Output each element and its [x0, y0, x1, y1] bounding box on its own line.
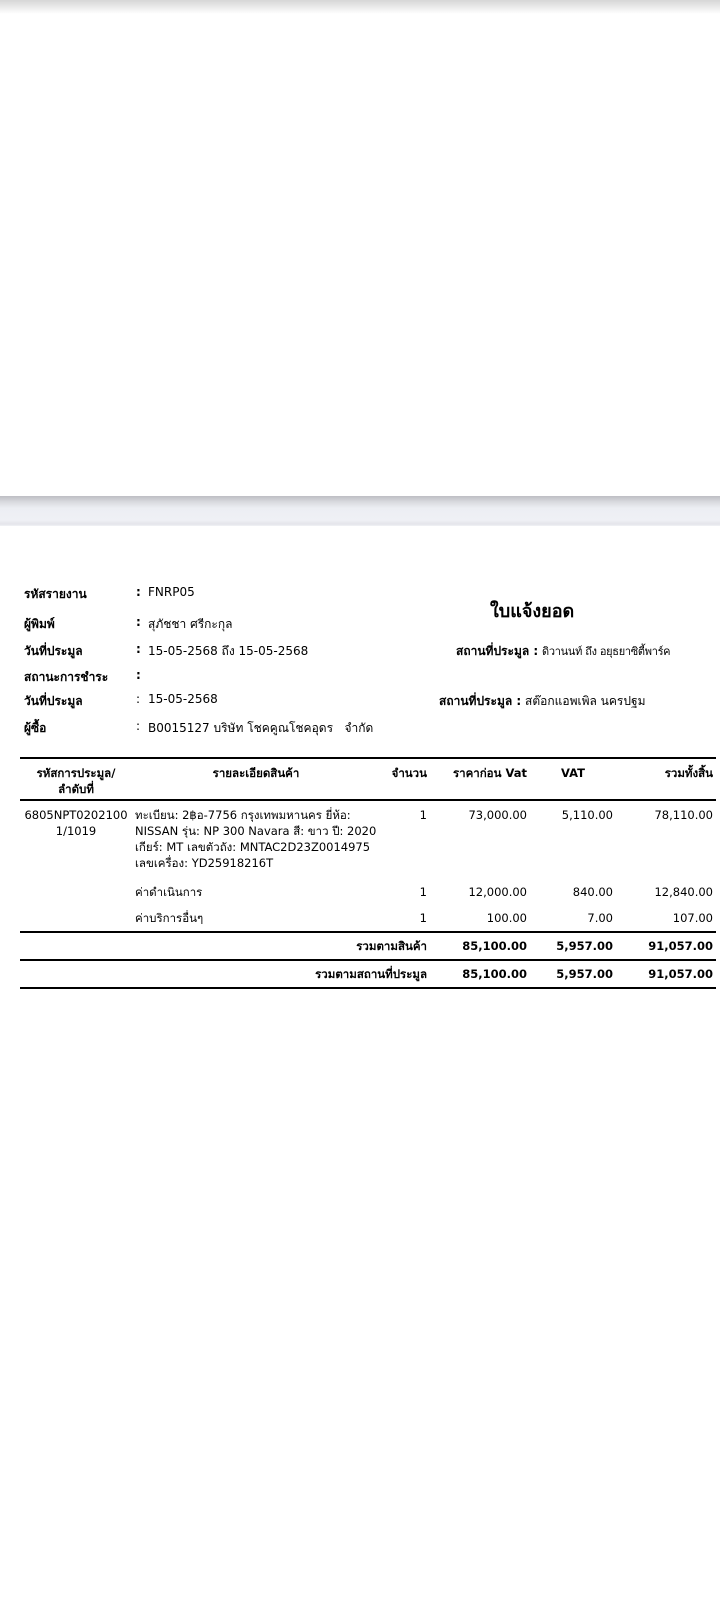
buyer-sep: :	[136, 719, 141, 733]
printer-sep: :	[136, 615, 141, 629]
subtotal-site-label: รวมตามสถานที่ประมูล	[20, 960, 430, 988]
col-header-quantity: จำนวน	[380, 758, 430, 800]
auction-site	[439, 692, 718, 711]
row-total: 78,110.00	[654, 808, 713, 822]
row-quantity: 1	[419, 808, 427, 822]
col-header-price-before-vat: ราคาก่อน Vat	[430, 758, 530, 800]
buyer-value: B0015127 บริษัท โชคคูณโชคอุดร จำกัด	[148, 721, 374, 735]
auction-site-range	[456, 642, 718, 661]
page-separator	[0, 496, 720, 526]
auction-date-range-value: 15-05-2568 ถึง 15-05-2568	[148, 644, 309, 658]
row-total: 12,840.00	[654, 885, 713, 899]
subtotal-site-price: 85,100.00	[430, 960, 530, 988]
table-row	[20, 800, 716, 879]
subtotal-site-vat: 5,957.00	[530, 960, 616, 988]
auction-date-range-label: วันที่ประมูล	[24, 644, 83, 658]
report-page	[0, 526, 720, 1604]
table-row	[20, 879, 716, 905]
printer-value: สุภัชชา ศรีกะกุล	[148, 617, 233, 631]
auction-site-label: สถานที่ประมูล :	[439, 694, 522, 708]
subtotal-by-site-row	[20, 960, 716, 988]
subtotal-product-vat: 5,957.00	[530, 932, 616, 960]
row-total: 107.00	[672, 911, 713, 925]
row-code	[20, 905, 132, 932]
report-code-value: FNRP05	[148, 585, 195, 599]
auction-site-range-label: สถานที่ประมูล :	[456, 644, 539, 658]
col-header-description: รายละเอียดสินค้า	[132, 758, 380, 800]
report-code-label: รหัสรายงาน	[24, 587, 87, 601]
row-description: ทะเบียน: 2฿อ-7756 กรุงเทพมหานคร ยี่ห้อ: NISSAN รุ่น: NP 300 Navara สี: ขาว ปี: 2020 เกียร์: MT เลขตัวถัง: MNTAC2D23Z0014975 เลขเครื่อง: YD25918216T	[135, 808, 377, 870]
row-vat: 840.00	[572, 885, 613, 899]
table-header-row	[20, 758, 716, 800]
top-shadow	[0, 0, 720, 14]
col-header-code: รหัสการประมูล/ ลำดับที่	[20, 758, 132, 800]
payment-status-sep: :	[136, 668, 141, 682]
row-price: 100.00	[486, 911, 527, 925]
col-header-vat: VAT	[530, 758, 616, 800]
row-quantity: 1	[419, 911, 427, 925]
row-description: ค่าบริการอื่นๆ	[135, 911, 204, 925]
statement-table	[20, 757, 716, 989]
subtotal-site-total: 91,057.00	[616, 960, 716, 988]
auction-site-range-value: ดิวานนท์ ถึง อยุธยาซิตี้พาร์ค	[542, 645, 671, 658]
subtotal-product-price: 85,100.00	[430, 932, 530, 960]
row-price: 73,000.00	[468, 808, 527, 822]
row-code: 6805NPT0202100 1/1019	[24, 808, 128, 838]
table-row	[20, 905, 716, 932]
subtotal-by-product-row	[20, 932, 716, 960]
subtotal-product-total: 91,057.00	[616, 932, 716, 960]
payment-status-label: สถานะการชำระ	[24, 670, 109, 684]
row-price: 12,000.00	[468, 885, 527, 899]
auction-date-range-sep: :	[136, 642, 141, 656]
report-title: ใบแจ้งยอด	[490, 601, 575, 622]
auction-date-value: 15-05-2568	[148, 692, 218, 706]
auction-site-value: สต๊อกแอพเพิล นครปฐม	[525, 694, 646, 708]
subtotal-product-label: รวมตามสินค้า	[20, 932, 430, 960]
report-code-sep: :	[136, 585, 141, 599]
row-quantity: 1	[419, 885, 427, 899]
row-vat: 5,110.00	[561, 808, 613, 822]
row-description: ค่าดำเนินการ	[135, 885, 203, 899]
buyer-label: ผู้ซื้อ	[24, 721, 47, 735]
row-code	[20, 879, 132, 905]
row-vat: 7.00	[587, 911, 613, 925]
printer-label: ผู้พิมพ์	[24, 617, 55, 631]
col-header-total: รวมทั้งสิ้น	[616, 758, 716, 800]
auction-date-sep: :	[136, 692, 141, 706]
auction-date-label: วันที่ประมูล	[24, 694, 83, 708]
